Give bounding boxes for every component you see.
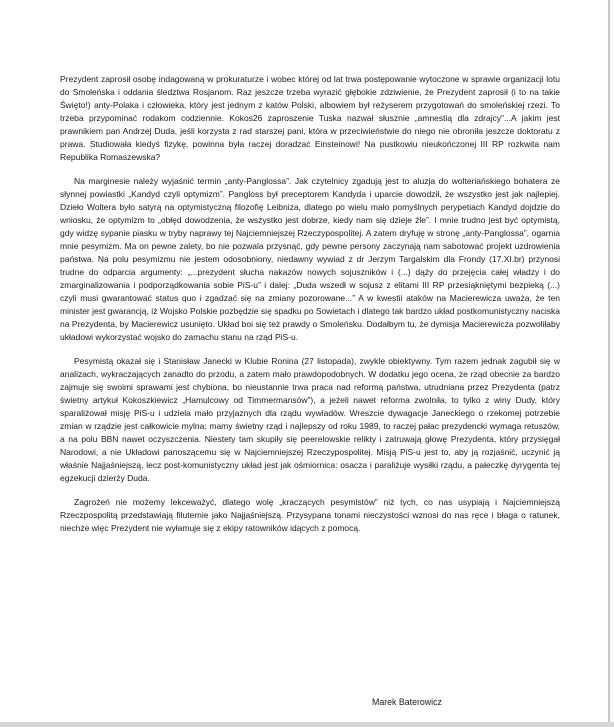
document-body (60, 73, 560, 546)
paragraph-4: Zagrożeń nie możemy lekceważyć, dlatego wolę „kraczących pesymistów” niż tych, co nas usypiają i Najciemniejszą Rzeczpospolitą przedstawiają filuternie jako Najjaśniejszą. Przysypana tonami nieczystości wznosi do nas ręce i błaga o ratunek, niechże więc Prezydent nie wyłamuje się z ekipy ratowników idących z pomocą. (60, 497, 560, 533)
paragraph-3: Pesymistą okazał się i Stanisław Janecki w Klubie Ronina (27 listopada), zwykle obiektywny. Tym razem jednak zagubił się w analizach, wykraczających zanadto do przodu, a zatem mało prawdopodobnych. W dodatku jego ocena, że rząd obecnie za bardzo zajmuje się swoimi sprawami jest chybiona, bo nieustannie trwa praca nad reformą państwa, utrudniana przez Prezydenta (patrz świetny artykuł Kokoszkiewicz „Hamulcowy od Timmermansów”), a jeżeli nawet reforma zwolniła, to tylko z winy Dudy, który sparaliżował misję PiS-u i udziela mało przyjaznych dla rządu wywiadów. Wreszcie dywagacje Janeckiego o rzekomej potrzebie zmian w rządzie jest całkowicie mylna: mamy świetny rząd i najlepszy od roku 1989, to raczej pałac prezydencki wymaga retuszów, a na polu BBN nawet oczyszczenia. Niestety tam skupiły się peerelowskie relikty i zatruwają głowę Prezydenta, który przysięgał Narodowi, a nie Układowi panoszącemu się w Najciemniejszej Rzeczypospolitej. Misją PiS-u jest to, aby ją rozjaśnić, uczynić ją właśnie Najjaśniejszą, lecz post-komunistyczny układ jest jak ośmiornica: osacza i paraliżuje wysiłki rządu, a pałeczkę dyrygenta tej egzekucji dzierży Duda. (60, 356, 560, 483)
author-signature: Marek Baterowicz (372, 697, 442, 707)
paragraph-2: Na marginesie należy wyjaśnić termin „anty-Panglossa”. Jak czytelnicy zgadują jest to aluzja do wolteriańskiego bohatera ze słynnej powiastki „Kandyd czyli optymizm”. Pangloss był preceptorem Kandyda i uparcie dowodził, że wszystko jest jak najlepiej. Dzieło Woltera było satyrą na optymistyczną filozofię Leibniza, dlatego po wielu mało pomyślnych perypetiach Kandyd dojdzie do wniosku, że optymizm to „obłęd dowodzenia, że wszystko jest dobrze, kiedy nam się dzieje źle”. I mnie trudno jest być optymistą, gdy widzę sypanie piasku w tryby naprawy tej Najciemniejszej Rzeczypospolitej. A zatem dryfuję w stronę „anty-Panglossa”, ogarnia mnie pesymizm. Ma on pewne zalety, bo nie pozwala przysnąć, gdy pewne persony zaczynają nam sabotować projekt uzdrowienia państwa. Na polu pesymizmu nie jestem odosobniony, niedawny wywiad z dr Jerzym Targalskim dla Frondy (17.XI.br) przynosi trudne do odparcia argumenty: „...prezydent słucha nakazów nowych sojuszników i (...) dąży do przejęcia całej władzy i do zmarginalizowania i podporządkowania sobie PiS-u” i dalej: „Duda wszedł w sojusz z elitami III RP przesiąkniętymi bezpieką (...) czyli musi gwarantować status quo i zgadzać się na zmiany pozorowane...” A w kwestii ataków na Macierewicza uważa, że ten minister jest gwarancją, iż Wojsko Polskie pozbędzie się spadku po Sowietach i dlatego tak bardzo układ postkomunistyczny naciska na Prezydenta, by Macierewicz usunięto. Układ boi się też prawdy o Smoleńsku. Dodałbym tu, że dymisja Macierewicza pozwoliłaby układowi wykorzystać wojsko do zamachu stanu na rząd PiS-u. (60, 176, 560, 342)
page-bottom-edge (0, 722, 614, 727)
paragraph-1: Prezydent zaprosił osobę indagowaną w prokuraturze i wobec której od lat trwa postępowanie wytoczone w sprawie organizacji lotu do Smoleńska i oddania śledztwa Rosjanom. Raz jeszcze trzeba wyrazić głębokie zdziwienie, że Prezydent zaprosił (i to na takie Święto!) anty-Polaka i człowieka, który jest jednym z katów Polski, albowiem był reżyserem przygotowań do smoleńskiej rzezi. To trzeba przypominać rodakom codziennie. Kokos26 zaproszenie Tuska nazwał słusznie „amnestią dla zdrajcy”...A jakim jest prawnikiem pan Andrzej Duda, jeśli korzysta z rad starszej pani, która w przeciwieństwie do niego nie obroniła jeszcze doktoratu z prawa. Studiowała kiedyś fizykę, powinna była raczej doradzać Einsteinowi! Na pustkowiu nieukończonej III RP rozkwita nam Republika Romaszewska? (60, 74, 560, 162)
